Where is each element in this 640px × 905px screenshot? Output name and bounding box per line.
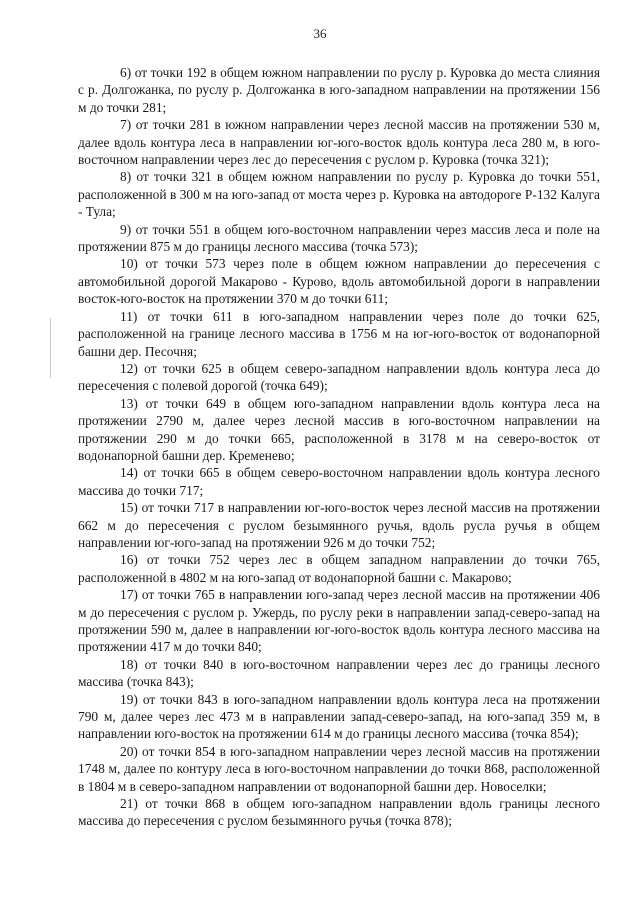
boundary-paragraph-17: 17) от точки 765 в направлении юго-запад через лесной массив на протяжении 406 м до пересечения с руслом р. Ужердь, по руслу реки в направлении запад-северо-запад на протяжении 590 м, далее в направлении юг-юго-восток вдоль контура лесного массива на протяжении 417 м до точки 840; [78, 587, 600, 655]
boundary-paragraph-10: 10) от точки 573 через поле в общем южном направлении до пересечения с автомобильной дорогой Макарово - Курово, вдоль автомобильной дороги в направлении восток-юго-восток на протяжении 370 м до точки 611; [78, 256, 600, 307]
boundary-paragraph-15: 15) от точки 717 в направлении юг-юго-восток через лесной массив на протяжении 662 м до пересечения с руслом безымянного ручья, вдоль русла ручья в общем направлении юг-юго-запад на протяжении 926 м до точки 752; [78, 500, 600, 550]
boundary-paragraph-19: 19) от точки 843 в юго-западном направлении вдоль контура леса на протяжении 790 м, далее через лес 473 м в направлении запад-северо-запад, на юго-запад 359 м, в направлении юго-восток на протяжении 614 м до границы лесного массива (точка 854); [78, 691, 600, 742]
boundary-paragraph-13: 13) от точки 649 в общем юго-западном направлении вдоль контура леса на протяжении 2790 м, далее через лесной массив в юго-восточном направлении на протяжении 290 м до точки 665, расположенной в 3178 м на северо-восток от водонапорной башни дер. Кременево; [78, 395, 600, 463]
boundary-paragraph-8: 8) от точки 321 в общем южном направлении по руслу р. Куровка до точки 551, расположенной в 300 м на юго-запад от моста через р. Куровка на автодороге Р-132 Калуга - Тула; [78, 169, 600, 220]
boundary-paragraph-12: 12) от точки 625 в общем северо-западном направлении вдоль контура леса до пересечения с полевой дорогой (точка 649); [78, 360, 600, 394]
margin-mark [50, 318, 51, 378]
document-body [78, 64, 600, 830]
boundary-paragraph-6: 6) от точки 192 в общем южном направлении по руслу р. Куровка до места слияния с р. Долгожанка, по руслу р. Долгожанка в юго-западном направлении на протяжении 156 м до точки 281; [78, 65, 600, 115]
boundary-paragraph-11: 11) от точки 611 в юго-западном направлении через поле до точки 625, расположенной на границе лесного массива в 1756 м на юг-юго-восток от водонапорной башни дер. Песочня; [78, 308, 600, 359]
boundary-paragraph-21: 21) от точки 868 в общем юго-западном направлении вдоль границы лесного массива до пересечения с руслом безымянного ручья (точка 878); [78, 796, 600, 829]
boundary-paragraph-7: 7) от точки 281 в южном направлении через лесной массив на протяжении 530 м, далее вдоль контура леса в направлении юг-юго-восток вдоль контура леса 280 м, в юго-восточном направлении через лес до пересечения с руслом р. Куровка (точка 321); [78, 117, 600, 168]
boundary-paragraph-20: 20) от точки 854 в юго-западном направлении через лесной массив на протяжении 1748 м, далее по контуру леса в юго-восточном направлении до точки 868, расположенной в 1804 м в северо-западном направлении от водонапорной башни дер. Новоселки; [78, 743, 600, 794]
boundary-paragraph-18: 18) от точки 840 в юго-восточном направлении через лес до границы лесного массива (точка 843); [78, 656, 600, 690]
boundary-paragraph-14: 14) от точки 665 в общем северо-восточном направлении вдоль контура лесного массива до точки 717; [78, 465, 600, 498]
boundary-paragraph-16: 16) от точки 752 через лес в общем западном направлении до точки 765, расположенной в 4802 м на юго-запад от водонапорной башни с. Макарово; [78, 552, 600, 585]
boundary-paragraph-9: 9) от точки 551 в общем юго-восточном направлении через массив леса и поле на протяжении 875 м до границы лесного массива (точка 573); [78, 221, 600, 255]
page-number: 36 [313, 26, 327, 41]
